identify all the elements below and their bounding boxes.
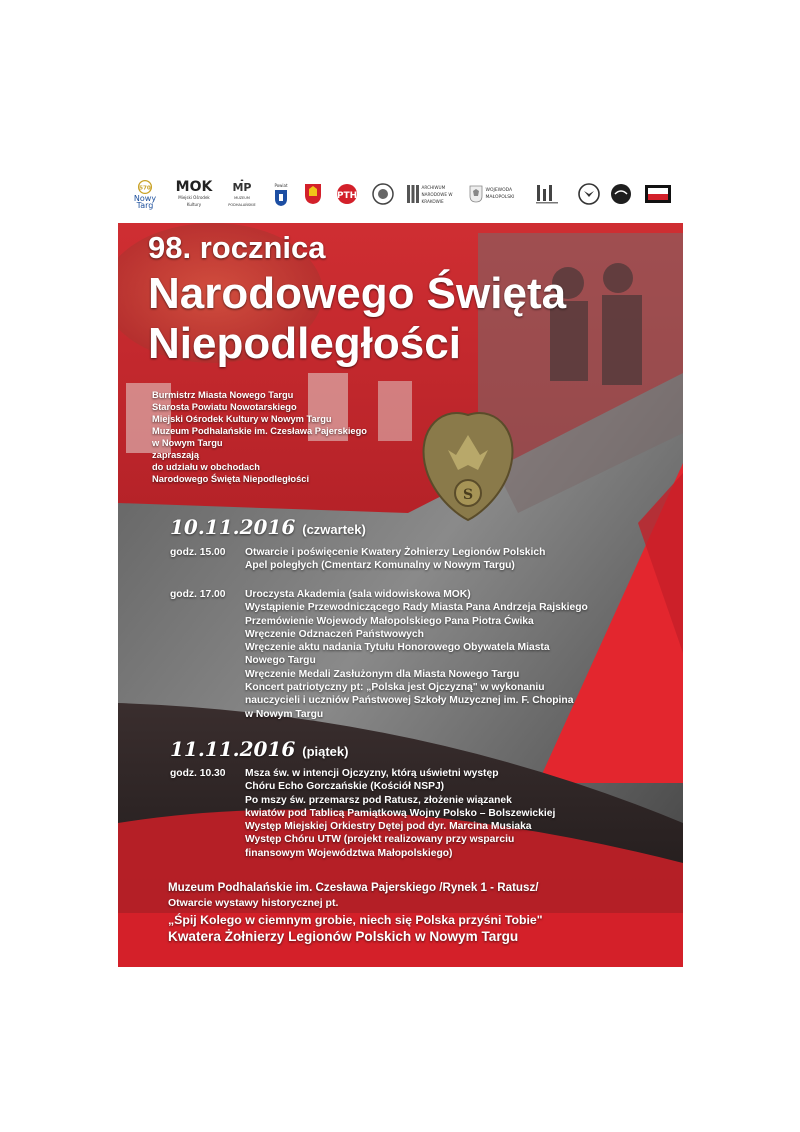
- event-line: w Nowym Targu: [245, 708, 324, 720]
- powiat-caption: Powiat: [274, 182, 288, 188]
- eagle-badge-logo: [576, 179, 602, 209]
- day1-event1-details: [245, 546, 545, 573]
- wojewoda-caption: WOJEWODA MAŁOPOLSKI: [485, 188, 515, 200]
- red-crest-icon: [304, 183, 322, 205]
- footer-legion-quarter: Kwatera Żołnierzy Legionów Polskich w Nowym Targu: [168, 929, 519, 944]
- day1-date: 10.11.2016: [170, 515, 296, 539]
- event-line: Uroczysta Akademia (sala widowiskowa MOK): [245, 589, 471, 600]
- sponsor-logo-strip: [118, 165, 683, 223]
- event-line: Po mszy św. przemarsz pod Ratusz, złożenie wiązanek: [245, 794, 512, 806]
- nowy-targ-emblem-icon: [134, 179, 156, 195]
- city-crest-logo: [302, 179, 324, 209]
- title-line-independence: Niepodległości: [148, 319, 461, 368]
- mok-logo: [172, 179, 216, 209]
- pth-mark: PTH: [336, 191, 358, 201]
- event-line: finansowym Województwa Małopolskiego): [245, 847, 453, 859]
- powiat-crest-logo: [270, 179, 292, 209]
- mp-caption: MUZEUM PODHALAŃSKIE: [228, 196, 256, 207]
- organizer-line: zapraszają: [152, 450, 200, 460]
- eagle-badge-icon: [578, 183, 600, 205]
- day2-event1-hour: godz. 10.30: [170, 768, 226, 779]
- archiwum-caption: ARCHIWUM NARODOWE W KRAKOWIE: [421, 184, 453, 204]
- archive-columns-icon: [407, 185, 419, 203]
- day1-weekday: (czwartek): [302, 522, 366, 537]
- ipn-logo: [530, 179, 564, 209]
- mp-mark: MP: [232, 181, 252, 194]
- ipn-icon: [534, 183, 560, 205]
- nowy-targ-number: 570: [139, 185, 151, 192]
- dark-circle-logo: [608, 179, 634, 209]
- event-line: Wręczenie aktu nadania Tytułu Honorowego Obywatela Miasta: [245, 642, 550, 654]
- organizer-line: Miejski Ośrodek Kultury w Nowym Targu: [152, 414, 332, 424]
- event-line: kwiatów pod Tablicą Pamiątkową Wojny Polsko – Bolszewickiej: [245, 807, 556, 819]
- nowy-targ-logo: [126, 179, 164, 209]
- organizer-line: w Nowym Targu: [152, 438, 223, 448]
- day1-event2-hour: godz. 17.00: [170, 589, 226, 600]
- event-line: Apel poległych (Cmentarz Komunalny w Nowym Targu): [245, 560, 515, 572]
- poster: [118, 165, 683, 967]
- day1-event2-details: [245, 588, 588, 721]
- event-line: Otwarcie i poświęcenie Kwatery Żołnierzy Legionów Polskich: [245, 547, 546, 558]
- dark-circle-icon: [610, 183, 632, 205]
- event-line: Przemówienie Wojewody Małopolskiego Pana Piotra Ćwika: [245, 615, 534, 627]
- event-line: Wręczenie Medali Zasłużonym dla Miasta Nowego Targu: [245, 668, 520, 680]
- pth-logo: [332, 179, 362, 209]
- day2-heading: [170, 737, 348, 764]
- day1-event1-hour: godz. 15.00: [170, 547, 226, 558]
- event-line: nauczycieli i uczniów Państwowej Szkoły Muzycznej im. F. Chopina: [245, 695, 574, 707]
- organizer-line: Muzeum Podhalańskie im. Czesława Pajerskiego: [152, 426, 367, 436]
- title-anniversary: 98. rocznica: [148, 230, 326, 265]
- eagle-crest-icon: [469, 185, 483, 203]
- event-line: Wystąpienie Przewodniczącego Rady Miasta Pana Andrzeja Rajskiego: [245, 602, 588, 614]
- mok-mark: MOK: [175, 179, 213, 195]
- day2-event1-details: [245, 767, 555, 860]
- day2-weekday: (piątek): [302, 744, 349, 759]
- footer-museum: Muzeum Podhalańskie im. Czesława Pajerskiego /Rynek 1 - Ratusz/: [168, 881, 539, 894]
- footer-quote: „Śpij Kolego w ciemnym grobie, niech się Polska przyśni Tobie": [168, 913, 543, 927]
- mp-logo: [222, 179, 262, 209]
- nowy-targ-caption: Nowy Targ: [133, 194, 157, 210]
- event-line: Msza św. w intencji Ojczyzny, którą uświetni występ: [245, 768, 499, 779]
- event-line: Nowego Targu: [245, 655, 316, 667]
- flag-logo: [642, 179, 674, 209]
- flag-emblem-icon: [644, 183, 672, 205]
- event-line: Wręczenie Odznaczeń Państwowych: [245, 628, 424, 640]
- event-line: Koncert patriotyczny pt: „Polska jest Ojczyzną" w wykonaniu: [245, 682, 545, 694]
- wojewoda-logo: [468, 179, 520, 209]
- round-seal-logo: [370, 179, 396, 209]
- svg-text:S: S: [462, 487, 474, 503]
- day2-date: 11.11.2016: [170, 737, 296, 761]
- event-line: Występ Miejskiej Orkiestry Dętej pod dyr. Marcina Musiaka: [245, 821, 532, 833]
- organizers-list: [152, 389, 367, 485]
- pth-emblem-icon: [334, 183, 360, 205]
- mok-caption: Miejski Ośrodek Kultury: [178, 195, 210, 207]
- day1-heading: [170, 515, 366, 542]
- round-seal-icon: [372, 183, 394, 205]
- footer-exhibition: Otwarcie wystawy historycznej pt.: [168, 897, 339, 909]
- organizer-line: Narodowego Święta Niepodległości: [152, 474, 310, 484]
- organizer-line: Starosta Powiatu Nowotarskiego: [152, 402, 297, 412]
- title-line-national: Narodowego Święta: [148, 269, 567, 318]
- blue-crest-icon: [274, 189, 288, 207]
- organizer-line: Burmistrz Miasta Nowego Targu: [152, 390, 294, 400]
- event-line: Występ Chóru UTW (projekt realizowany przy wsparciu: [245, 834, 515, 846]
- eagle-emblem-icon: [408, 395, 528, 525]
- event-line: Chóru Echo Gorczańskie (Kościół NSPJ): [245, 781, 445, 793]
- organizer-line: do udziału w obchodach: [152, 462, 260, 472]
- archiwum-logo: [406, 179, 462, 209]
